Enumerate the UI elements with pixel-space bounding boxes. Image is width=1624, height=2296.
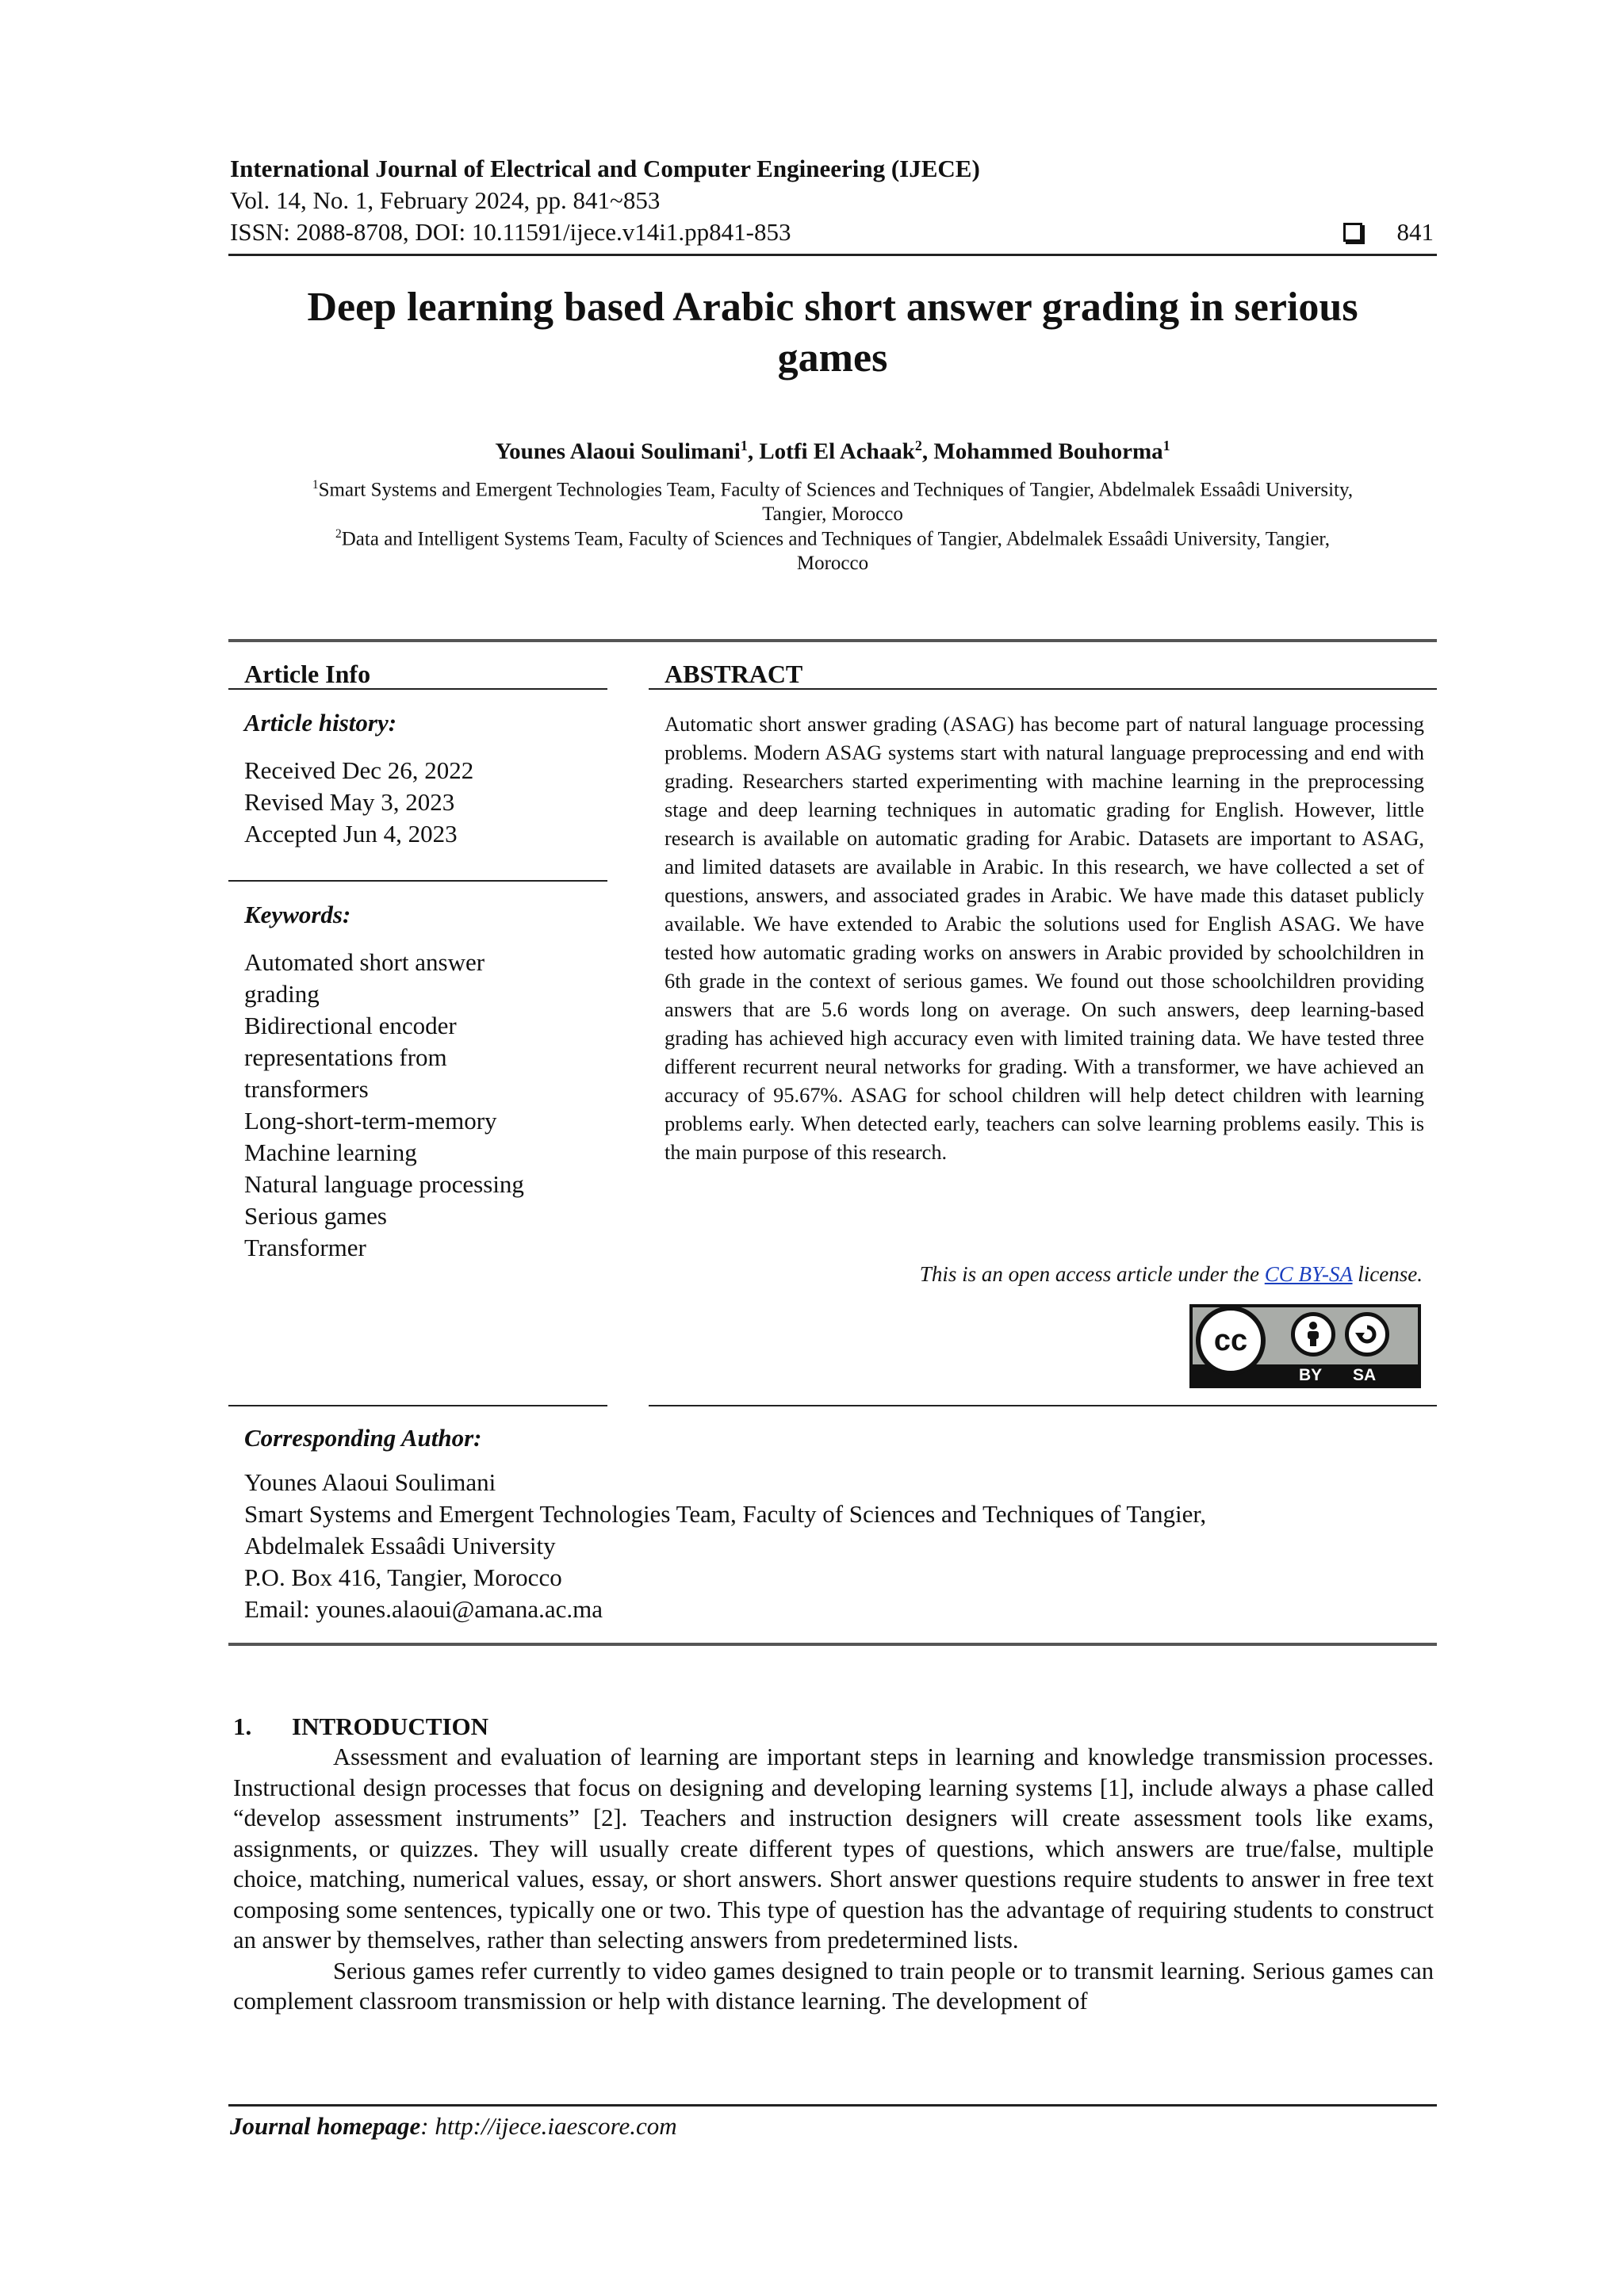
footer-rule bbox=[228, 2104, 1437, 2107]
keyword-line: Bidirectional encoder bbox=[244, 1012, 457, 1039]
history-received: Received Dec 26, 2022 bbox=[244, 756, 474, 784]
author-list bbox=[230, 438, 1435, 465]
journal-volume: Vol. 14, No. 1, February 2024, pp. 841~853 bbox=[230, 186, 661, 214]
keyword-line: Long-short-term-memory bbox=[244, 1107, 497, 1135]
share-alike-arrow-icon bbox=[1354, 1321, 1381, 1348]
abstract-bottom-rule bbox=[649, 1405, 1437, 1406]
affiliation-1-line-2: Tangier, Morocco bbox=[762, 503, 903, 526]
corresponding-heading: Corresponding Author: bbox=[244, 1424, 482, 1452]
abstract-body: Automatic short answer grading (ASAG) has become part of natural language processing problems. Modern ASAG systems start with natural language preprocessing and end with grading. Researchers started experimenting with machine learning in the preprocessing stage and deep learning techniques in automatic grading for English. However, little research is available on automatic grading for Arabic. Datasets are important to ASAG, and limited datasets are available in Arabic. In this research, we have collected a set of questions, answers, and associated grades in Arabic. We have made this dataset publicly available. We have extended to Arabic the solutions used for English ASAG. We have tested how automatic grading works on answers in Arabic provided by schoolchildren in 6th grade in the context of serious games. We found out those schoolchildren providing answers that are 5.6 words long on average. On such answers, deep learning-based grading has achieved high accuracy even with limited training data. We have tested three different recurrent neural networks for grading. With a transformer, we have achieved an accuracy of 95.67%. ASAG for school children will help detect children with learning problems early. When detected early, teachers can solve learning problems easily. This is the main purpose of this research. bbox=[665, 712, 1424, 1164]
corresponding-team: Smart Systems and Emergent Technologies Team, Faculty of Sciences and Techniques of Tangier, bbox=[244, 1500, 1207, 1528]
author-1-affil: 1 bbox=[740, 438, 748, 453]
journal-name: International Journal of Electrical and Computer Engineering (IJECE) bbox=[230, 155, 980, 182]
title-line-2: games bbox=[777, 335, 888, 381]
abstract-heading: ABSTRACT bbox=[665, 660, 803, 688]
author-2: Lotfi El Achaak bbox=[759, 438, 915, 465]
history-accepted: Accepted Jun 4, 2023 bbox=[244, 820, 458, 848]
introduction-body bbox=[233, 1742, 1434, 2017]
license-suffix: license. bbox=[1352, 1262, 1423, 1286]
corresponding-email: Email: younes.alaoui@amana.ac.ma bbox=[244, 1595, 603, 1623]
affiliation-2-mark: 2 bbox=[335, 527, 342, 541]
author-3-affil: 1 bbox=[1162, 438, 1170, 453]
corresponding-university: Abdelmalek Essaâdi University bbox=[244, 1532, 556, 1559]
article-history-heading: Article history: bbox=[244, 709, 397, 737]
affiliation-2 bbox=[230, 522, 1435, 576]
author-2-affil: 2 bbox=[914, 438, 922, 453]
keyword-line: grading bbox=[244, 980, 320, 1008]
homepage-url[interactable]: : http://ijece.iaescore.com bbox=[420, 2112, 677, 2140]
article-info-bottom-rule bbox=[228, 1405, 607, 1406]
article-history bbox=[244, 755, 473, 850]
page-number: 841 bbox=[1396, 218, 1434, 246]
affiliation-2-line-2: Morocco bbox=[796, 553, 869, 575]
paragraph: Serious games refer currently to video games designed to train people or to transmit learning. Serious games can complement classroom transmission or help with distance learning. The development of bbox=[233, 1957, 1434, 2015]
infobox-top-rule bbox=[228, 639, 1437, 642]
corresponding-address: P.O. Box 416, Tangier, Morocco bbox=[244, 1563, 562, 1591]
header-right bbox=[1343, 217, 1434, 247]
corresponding-details bbox=[244, 1467, 1206, 1625]
keyword-line: Machine learning bbox=[244, 1138, 417, 1166]
header-rule bbox=[228, 254, 1437, 256]
affiliation-2-line-1: Data and Intelligent Systems Team, Faculty of Sciences and Techniques of Tangier, Abdelmalek Essaâdi University, Tangier, bbox=[341, 528, 1330, 550]
author-sep-2: , bbox=[921, 438, 934, 465]
affiliation-1 bbox=[230, 473, 1435, 526]
square-icon bbox=[1343, 223, 1362, 242]
introduction-heading bbox=[233, 1712, 488, 1741]
title-line-1: Deep learning based Arabic short answer grading in serious bbox=[307, 285, 1358, 330]
share-alike-icon bbox=[1345, 1312, 1389, 1357]
keyword-line: Serious games bbox=[244, 1202, 387, 1230]
section-title: INTRODUCTION bbox=[292, 1712, 489, 1740]
person-icon bbox=[1300, 1321, 1326, 1348]
author-sep-1: , bbox=[747, 438, 760, 465]
history-revised: Revised May 3, 2023 bbox=[244, 788, 455, 816]
cc-logo-icon: cc bbox=[1196, 1306, 1266, 1376]
affiliation-1-line-1: Smart Systems and Emergent Technologies Team, Faculty of Sciences and Techniques of Tangier, Abdelmalek Essaâdi University, bbox=[318, 479, 1354, 501]
license-note bbox=[920, 1262, 1423, 1287]
homepage-label: Journal homepage bbox=[230, 2112, 421, 2140]
affiliation-1-mark: 1 bbox=[312, 478, 319, 492]
history-keywords-rule bbox=[228, 880, 607, 882]
cc-by-sa-badge[interactable] bbox=[1189, 1304, 1421, 1388]
keyword-line: transformers bbox=[244, 1075, 369, 1103]
attribution-icon bbox=[1291, 1312, 1335, 1357]
license-prefix: This is an open access article under the bbox=[919, 1262, 1265, 1286]
corresponding-name: Younes Alaoui Soulimani bbox=[244, 1468, 496, 1496]
license-link[interactable]: CC BY-SA bbox=[1264, 1262, 1353, 1286]
keyword-line: Natural language processing bbox=[244, 1170, 524, 1198]
journal-issn: ISSN: 2088-8708, DOI: 10.11591/ijece.v14i1.pp841-853 bbox=[230, 218, 791, 246]
keyword-line: Automated short answer bbox=[244, 948, 485, 976]
section-number: 1. bbox=[233, 1712, 252, 1740]
article-info-heading: Article Info bbox=[244, 660, 371, 688]
paper-title bbox=[230, 282, 1435, 384]
cc-by-label: BY bbox=[1299, 1366, 1323, 1384]
keyword-line: Transformer bbox=[244, 1234, 366, 1261]
corresponding-bottom-rule bbox=[228, 1643, 1437, 1646]
cc-sa-label: SA bbox=[1353, 1366, 1377, 1384]
author-1: Younes Alaoui Soulimani bbox=[495, 438, 741, 465]
paragraph: Assessment and evaluation of learning are important steps in learning and knowledge transmission processes. Instructional design processes that focus on designing and developing learning systems [1], include always a phase called “develop assessment instruments” [2]. Teachers and instruction designers will create assessment tools like exams, assignments, or quizzes. They will usually create different types of questions, which answers are true/false, multiple choice, matching, numerical values, essay, or short answers. Short answer questions require students to answer in free text composing some sentences, typically one or two. This type of question has the advantage of requiring students to construct an answer by themselves, rather than selecting answers from predetermined lists. bbox=[233, 1743, 1434, 1954]
journal-homepage bbox=[230, 2112, 677, 2141]
author-3: Mohammed Bouhorma bbox=[933, 438, 1163, 465]
keywords-list bbox=[244, 947, 524, 1264]
keywords-heading: Keywords: bbox=[244, 901, 351, 928]
keyword-line: representations from bbox=[244, 1043, 447, 1071]
